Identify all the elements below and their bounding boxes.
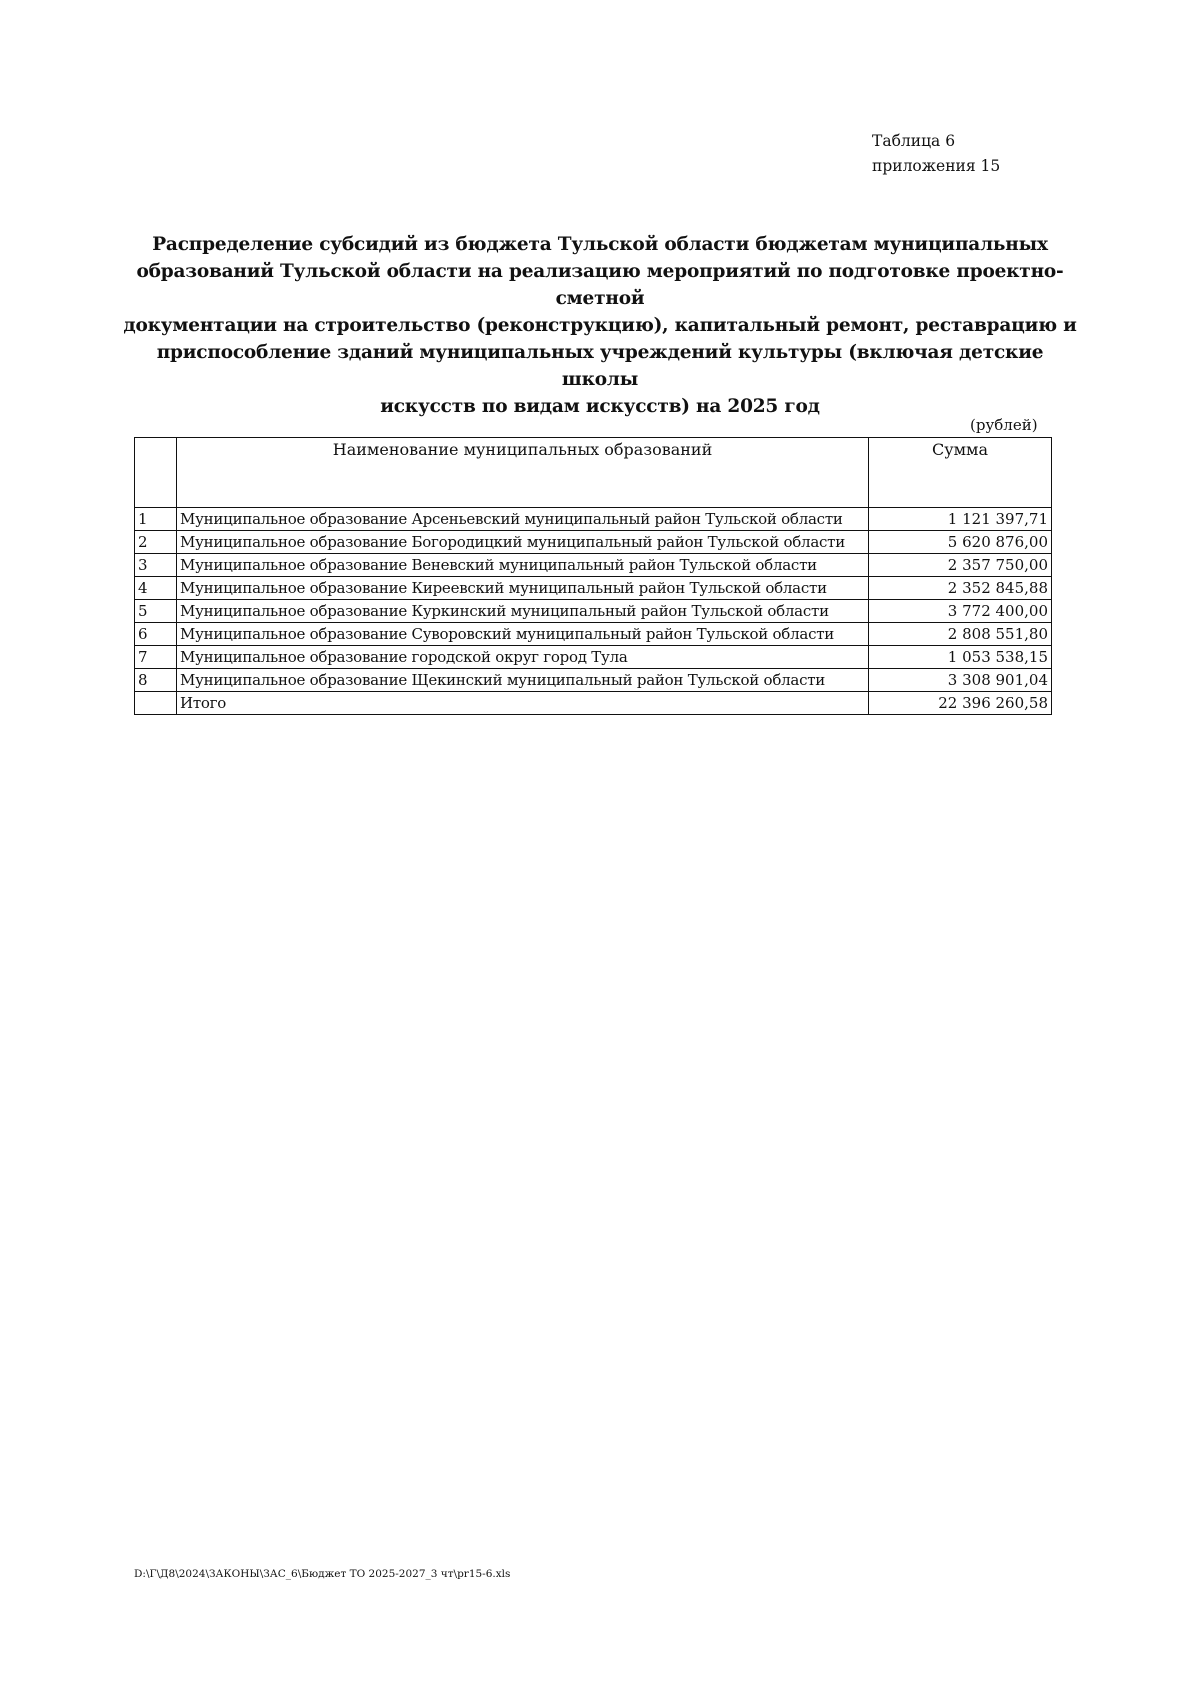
- row-sum: 2 352 845,88: [869, 577, 1052, 600]
- row-sum: 3 772 400,00: [869, 600, 1052, 623]
- table-row: [135, 646, 1052, 669]
- column-header-number: [135, 438, 177, 508]
- table-row: [135, 508, 1052, 531]
- title-line: приспособление зданий муниципальных учреждений культуры (включая детские школы: [156, 342, 1044, 390]
- file-path-footer: D:\Г\Д8\2024\ЗАКОНЫ\ЗАС_6\Бюджет ТО 2025-2027_3 чт\pr15-6.xls: [134, 1568, 511, 1580]
- total-label: Итого: [177, 692, 869, 715]
- row-number: 1: [135, 508, 177, 531]
- row-name: Муниципальное образование городской округ город Тула: [177, 646, 869, 669]
- subsidies-table: [134, 437, 1052, 715]
- table-reference: [872, 129, 1000, 179]
- table-row: [135, 554, 1052, 577]
- row-name: Муниципальное образование Киреевский муниципальный район Тульской области: [177, 577, 869, 600]
- row-name: Муниципальное образование Щекинский муниципальный район Тульской области: [177, 669, 869, 692]
- table-label: Таблица 6: [872, 132, 956, 150]
- row-number: 7: [135, 646, 177, 669]
- column-header-name: Наименование муниципальных образований: [177, 438, 869, 508]
- row-sum: 2 808 551,80: [869, 623, 1052, 646]
- row-number: 8: [135, 669, 177, 692]
- column-header-sum: Сумма: [869, 438, 1052, 508]
- row-sum: 5 620 876,00: [869, 531, 1052, 554]
- appendix-label: приложения 15: [872, 157, 1001, 175]
- table-header-row: [135, 438, 1052, 508]
- row-number: 6: [135, 623, 177, 646]
- title-line: Распределение субсидий из бюджета Тульской области бюджетам муниципальных: [152, 234, 1048, 255]
- row-number: 2: [135, 531, 177, 554]
- row-sum: 2 357 750,00: [869, 554, 1052, 577]
- row-number: 4: [135, 577, 177, 600]
- total-sum: 22 396 260,58: [869, 692, 1052, 715]
- row-sum: 1 053 538,15: [869, 646, 1052, 669]
- table-row: [135, 531, 1052, 554]
- units-label: (рублей): [970, 416, 1038, 434]
- row-name: Муниципальное образование Богородицкий муниципальный район Тульской области: [177, 531, 869, 554]
- row-name: Муниципальное образование Веневский муниципальный район Тульской области: [177, 554, 869, 577]
- row-name: Муниципальное образование Арсеньевский муниципальный район Тульской области: [177, 508, 869, 531]
- table-total-row: [135, 692, 1052, 715]
- title-line: образований Тульской области на реализацию мероприятий по подготовке проектно-сметной: [136, 261, 1064, 309]
- document-title: [120, 231, 1080, 420]
- row-sum: 1 121 397,71: [869, 508, 1052, 531]
- row-name: Муниципальное образование Суворовский муниципальный район Тульской области: [177, 623, 869, 646]
- table-row: [135, 577, 1052, 600]
- title-line: искусств по видам искусств) на 2025 год: [380, 396, 820, 417]
- table-row: [135, 600, 1052, 623]
- table-row: [135, 623, 1052, 646]
- row-sum: 3 308 901,04: [869, 669, 1052, 692]
- title-line: документации на строительство (реконструкцию), капитальный ремонт, реставрацию и: [123, 315, 1077, 336]
- total-number: [135, 692, 177, 715]
- row-number: 3: [135, 554, 177, 577]
- table-row: [135, 669, 1052, 692]
- row-number: 5: [135, 600, 177, 623]
- row-name: Муниципальное образование Куркинский муниципальный район Тульской области: [177, 600, 869, 623]
